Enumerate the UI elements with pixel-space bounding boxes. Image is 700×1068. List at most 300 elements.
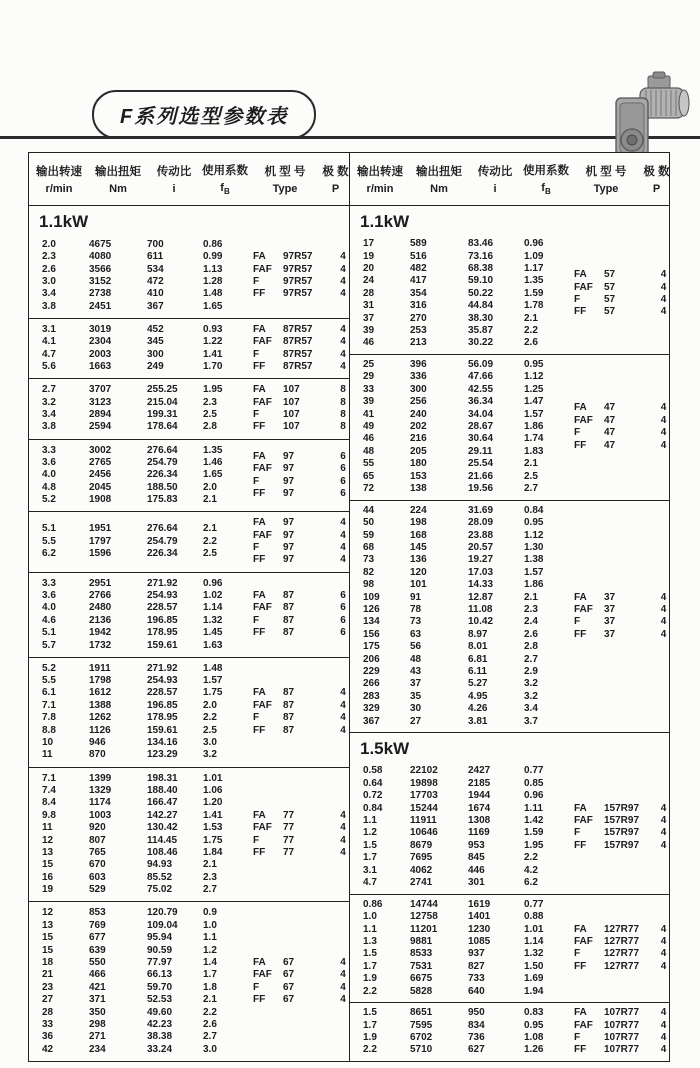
type-model: 87 [283,602,295,614]
cell-service-factor: 1.8 [203,981,217,993]
cell-speed: 4.7 [363,877,377,889]
cell-ratio: 11.08 [468,604,493,616]
cell-torque: 8651 [410,1007,433,1019]
table-row [350,654,568,666]
cell-ratio: 276.64 [147,444,178,456]
type-row [568,840,669,852]
type-prefix: FF [253,361,266,373]
type-row [247,488,349,500]
cell-service-factor: 1.41 [203,348,223,360]
cell-ratio: 20.57 [468,542,494,553]
type-row [247,725,349,737]
cell-torque: 336 [410,371,427,383]
table-row [29,994,247,1006]
cell-speed: 12 [42,907,54,919]
type-model: 97 [283,463,295,475]
cell-service-factor: 2.1 [203,859,217,871]
cell-torque: 9881 [410,935,433,947]
column-header-service-factor [522,162,570,196]
cell-speed: 1.9 [363,1032,377,1044]
type-model: 127R77 [604,935,640,947]
type-row [568,961,669,973]
cell-service-factor: 0.95 [524,1019,544,1031]
table-row [350,691,568,703]
cell-service-factor: 1.32 [524,948,544,960]
type-model: 57 [604,269,616,281]
cell-torque: 37 [410,678,422,690]
cell-speed: 1.1 [363,923,377,935]
table-row [29,859,247,871]
cell-torque: 19898 [410,777,438,789]
cell-service-factor: 1.12 [524,371,544,383]
table-row [29,1019,247,1031]
column-header-cn-ratio: 传动比 [156,166,192,178]
type-block [568,592,669,642]
table-row [350,604,568,616]
table-row [350,471,568,483]
cell-torque: 2136 [89,614,112,626]
cell-ratio: 950 [468,1007,485,1019]
cell-ratio: 736 [468,1032,485,1044]
poles-value: 6 [340,602,346,614]
table-row [29,847,247,859]
spec-rows [350,765,568,889]
table-row [350,1020,568,1032]
table-row [350,1032,568,1044]
column-header-unit-output-torque: Nm [109,183,127,195]
cell-speed: 6.2 [42,548,56,560]
cell-ratio: 249 [147,361,164,373]
cell-speed: 15 [42,859,54,871]
type-prefix: FA [574,1007,587,1019]
cell-speed: 11 [42,749,53,761]
table-row [29,627,247,639]
cell-torque: 2738 [89,288,112,300]
table-row [350,542,568,554]
type-prefix: FF [253,847,266,858]
type-prefix: FF [574,960,587,972]
type-row [568,440,669,452]
type-prefix: FF [574,1044,587,1056]
column-header-cn-output-speed: 输出转速 [36,166,82,178]
cell-torque: 43 [410,666,422,678]
cell-torque: 677 [89,932,106,944]
cell-torque: 8679 [410,839,433,851]
table-row [29,301,247,313]
type-prefix: FA [253,956,266,968]
table-row [29,835,247,847]
cell-speed: 206 [363,653,380,665]
cell-speed: 36 [42,1031,54,1043]
type-model: 97 [283,517,295,529]
type-prefix: FAF [574,281,593,293]
cell-ratio: 4.95 [468,690,488,702]
type-prefix: F [253,834,260,846]
cell-speed: 5.6 [42,361,56,373]
table-row [350,1007,568,1019]
cell-speed: 1.5 [363,1007,377,1019]
type-block [247,957,349,1007]
cell-service-factor: 2.6 [524,337,538,349]
poles-value: 4 [340,323,346,335]
cell-torque: 1596 [89,548,112,560]
cell-speed: 2.7 [42,384,56,396]
type-row [247,251,349,263]
cell-speed: 3.6 [42,456,56,468]
table-row [29,324,247,336]
poles-value: 4 [660,814,667,826]
cell-speed: 39 [363,396,375,408]
table-row [29,239,247,251]
table-row [350,421,568,433]
cell-speed: 2.3 [42,251,56,263]
type-row [247,602,349,614]
type-model: 67 [283,969,295,981]
type-row [247,835,349,847]
table-row [350,924,568,936]
cell-speed: 126 [363,604,380,616]
cell-ratio: 228.57 [147,602,178,614]
table-row [350,505,568,517]
cell-ratio: 12.87 [468,591,494,603]
type-model: 87 [283,627,295,639]
type-prefix: FAF [253,969,272,981]
poles-value: 4 [660,604,667,616]
type-row [247,361,349,373]
cell-service-factor: 1.4 [203,956,217,968]
table-header-right [349,153,669,205]
cell-service-factor: 1.59 [524,827,544,839]
table-row [29,590,247,602]
type-block [247,451,349,501]
table-row [29,920,247,932]
type-row [247,517,349,529]
column-header-cn-output-torque: 输出扭矩 [416,166,462,178]
cell-service-factor: 2.2 [203,1006,217,1018]
cell-ratio: 17.03 [468,566,494,578]
cell-service-factor: 6.2 [524,877,538,889]
column-header-service-factor [201,162,249,196]
column-header-unit-ratio: i [493,183,497,195]
type-row [247,476,349,488]
type-model: 67 [283,981,295,993]
cell-speed: 48 [363,445,375,457]
table-row [29,1007,247,1019]
cell-service-factor: 1.42 [524,814,544,826]
poles-value: 4 [660,306,667,318]
cell-torque: 11911 [410,814,437,826]
spec-rows [29,523,247,560]
type-prefix: FAF [253,529,272,541]
cell-speed: 5.1 [42,627,56,639]
cell-torque: 35 [410,690,422,702]
table-row [29,907,247,919]
cell-ratio: 1401 [468,911,491,923]
table-row [29,687,247,699]
cell-ratio: 6.11 [468,666,487,678]
cell-torque: 1262 [89,712,112,724]
poles-value: 4 [660,293,667,305]
cell-service-factor: 1.02 [203,589,223,601]
type-model: 87 [283,614,295,626]
spec-rows [350,1007,568,1057]
cell-speed: 49 [363,421,375,433]
cell-ratio: 937 [468,948,485,960]
cell-torque: 417 [410,275,427,287]
cell-ratio: 130.42 [147,822,178,834]
cell-ratio: 25.54 [468,458,494,470]
type-model: 107R77 [604,1019,640,1031]
table-row [29,397,247,409]
cell-ratio: 188.50 [147,481,178,493]
cell-service-factor: 1.94 [524,985,544,997]
cell-ratio: 2185 [468,777,491,789]
type-model: 57 [604,281,616,293]
cell-torque: 300 [410,383,427,395]
cell-torque: 2304 [89,336,112,348]
table-row [350,517,568,529]
cell-speed: 5.1 [42,523,56,535]
cell-ratio: 178.95 [147,712,178,724]
cell-torque: 180 [410,458,427,470]
cell-ratio: 33.24 [147,1043,173,1055]
type-block [568,803,669,853]
poles-value: 4 [340,517,346,529]
type-prefix: FA [253,589,266,601]
table-row [350,827,568,839]
cell-speed: 1.7 [363,1019,377,1031]
cell-ratio: 83.46 [468,238,494,250]
cell-ratio: 34.04 [468,408,494,420]
type-model: 107 [283,421,300,433]
type-prefix: F [253,712,260,724]
column-header-unit-model: Type [593,183,619,195]
type-model: 97 [283,475,295,487]
cell-torque: 145 [410,542,427,553]
type-model: 157R97 [604,814,640,826]
poles-value: 4 [340,699,346,711]
type-model: 77 [283,847,295,858]
cell-ratio: 452 [147,323,164,335]
table-row [29,288,247,300]
cell-torque: 3019 [89,323,112,335]
cell-speed: 0.84 [363,802,383,814]
poles-value: 4 [340,336,346,348]
cell-service-factor: 1.59 [524,287,544,299]
table-row [29,797,247,809]
type-model: 87 [283,589,295,601]
cell-service-factor: 1.95 [203,384,223,396]
type-model: 67 [283,956,295,968]
cell-service-factor: 1.63 [203,639,223,651]
poles-value: 8 [340,384,346,396]
table-row [29,969,247,981]
table-row [350,396,568,408]
poles-value: 8 [340,396,346,408]
cell-service-factor: 2.2 [524,852,538,864]
cell-ratio: 254.79 [147,535,178,547]
type-block [247,251,349,301]
cell-speed: 1.0 [363,911,377,923]
cell-ratio: 109.04 [147,919,178,931]
table-row [350,911,568,923]
cell-ratio: 255.25 [147,384,178,396]
cell-torque: 7595 [410,1019,433,1031]
type-prefix: FAF [574,814,593,826]
cell-torque: 15244 [410,802,438,814]
cell-ratio: 845 [468,852,485,864]
type-row [247,276,349,288]
cell-torque: 529 [89,884,106,896]
poles-value: 4 [340,251,346,263]
table-row [350,666,568,678]
cell-ratio: 300 [147,348,164,360]
type-row [568,269,669,281]
cell-speed: 23 [42,981,54,993]
type-model: 127R77 [604,960,640,972]
table-row [350,716,568,728]
table-body [29,206,669,1061]
cell-ratio: 228.57 [147,687,178,699]
table-row [29,712,247,724]
cell-torque: 1797 [89,535,112,547]
type-model: 77 [283,822,295,834]
type-prefix: F [253,542,260,554]
cell-speed: 4.6 [42,614,56,626]
type-prefix: FA [574,802,587,814]
spec-rows [350,899,568,998]
poles-value: 4 [340,956,346,968]
cell-service-factor: 1.74 [524,433,544,445]
cell-torque: 78 [410,604,422,616]
cell-ratio: 254.93 [147,675,178,687]
table-row [29,785,247,797]
cell-speed: 1.2 [363,827,377,839]
type-row [568,1032,669,1044]
type-row [247,627,349,639]
cell-speed: 31 [363,300,375,312]
cell-torque: 1908 [89,494,112,506]
cell-torque: 240 [410,408,427,420]
poles-value: 6 [340,589,346,601]
cell-ratio: 44.84 [468,300,494,312]
type-row [568,815,669,827]
cell-ratio: 196.85 [147,614,178,626]
type-prefix: FAF [574,935,593,947]
table-row [29,349,247,361]
type-model: 97R57 [283,263,313,275]
type-model: 107 [283,409,300,421]
cell-ratio: 73.16 [468,250,494,262]
column-header-unit-ratio: i [172,183,176,195]
cell-ratio: 59.70 [147,981,173,993]
power-section-heading: 1.1kW [39,212,89,231]
type-prefix: FAF [253,699,272,711]
type-model: 97 [283,554,295,566]
type-model: 107 [283,384,300,396]
cell-speed: 25 [363,359,375,371]
type-model: 87 [283,687,295,699]
cell-ratio: 834 [468,1019,485,1031]
cell-torque: 589 [410,238,427,250]
column-header-cn-model: 机 型 号 [585,166,627,178]
type-row [247,451,349,463]
table-row [29,336,247,348]
cell-ratio: 94.93 [147,859,173,871]
cell-service-factor: 2.7 [203,1031,217,1043]
table-row [29,482,247,494]
type-row [247,288,349,300]
table-row [29,773,247,785]
cell-speed: 229 [363,666,380,678]
table-row [350,840,568,852]
cell-torque: 2003 [89,348,112,360]
poles-value: 4 [340,276,346,288]
cell-ratio: 36.34 [468,396,494,408]
poles-value: 4 [660,1007,667,1019]
type-row [568,294,669,306]
type-row [568,1044,669,1056]
table-row [350,238,568,250]
cell-speed: 39 [363,324,375,336]
column-header-cn-poles: 极 数 [322,166,349,178]
poles-value: 4 [660,839,667,851]
cell-torque: 205 [410,445,427,457]
cell-ratio: 38.30 [468,312,494,324]
cell-torque: 2451 [89,300,112,312]
cell-torque: 1911 [89,662,111,674]
cell-speed: 9.8 [42,809,56,821]
column-header-cn-output-speed: 输出转速 [357,166,403,178]
cell-torque: 256 [410,396,427,408]
cell-speed: 46 [363,433,375,445]
cell-service-factor: 1.01 [524,923,544,935]
cell-ratio: 28.67 [468,421,494,433]
cell-service-factor: 2.5 [203,548,217,560]
type-prefix: FF [574,839,587,851]
column-header-cn-poles: 极 数 [643,166,670,178]
poles-value: 4 [340,981,346,993]
table-row [29,884,247,896]
cell-torque: 396 [410,359,427,371]
poles-value: 4 [340,809,346,821]
type-prefix: FF [253,554,266,566]
cell-service-factor: 1.48 [203,662,223,674]
cell-torque: 1942 [89,627,112,639]
cell-speed: 19 [363,250,375,262]
cell-torque: 765 [89,847,106,858]
type-model: 87 [283,724,295,736]
table-row [350,961,568,973]
poles-value: 4 [340,834,346,846]
cell-service-factor: 0.85 [524,777,544,789]
cell-torque: 27 [410,715,422,727]
cell-ratio: 166.47 [147,797,178,809]
cell-ratio: 52.53 [147,994,173,1006]
cell-ratio: 159.61 [147,724,178,736]
cell-ratio: 49.60 [147,1006,173,1018]
table-row [29,457,247,469]
cell-torque: 73 [410,616,422,628]
cell-torque: 2456 [89,469,112,481]
cell-torque: 30 [410,703,422,715]
cell-torque: 3707 [89,384,112,396]
poles-value: 6 [340,614,346,626]
poles-value: 4 [340,847,346,858]
spec-group [29,378,349,438]
spec-group [29,657,349,767]
cell-ratio: 271.92 [147,577,178,589]
